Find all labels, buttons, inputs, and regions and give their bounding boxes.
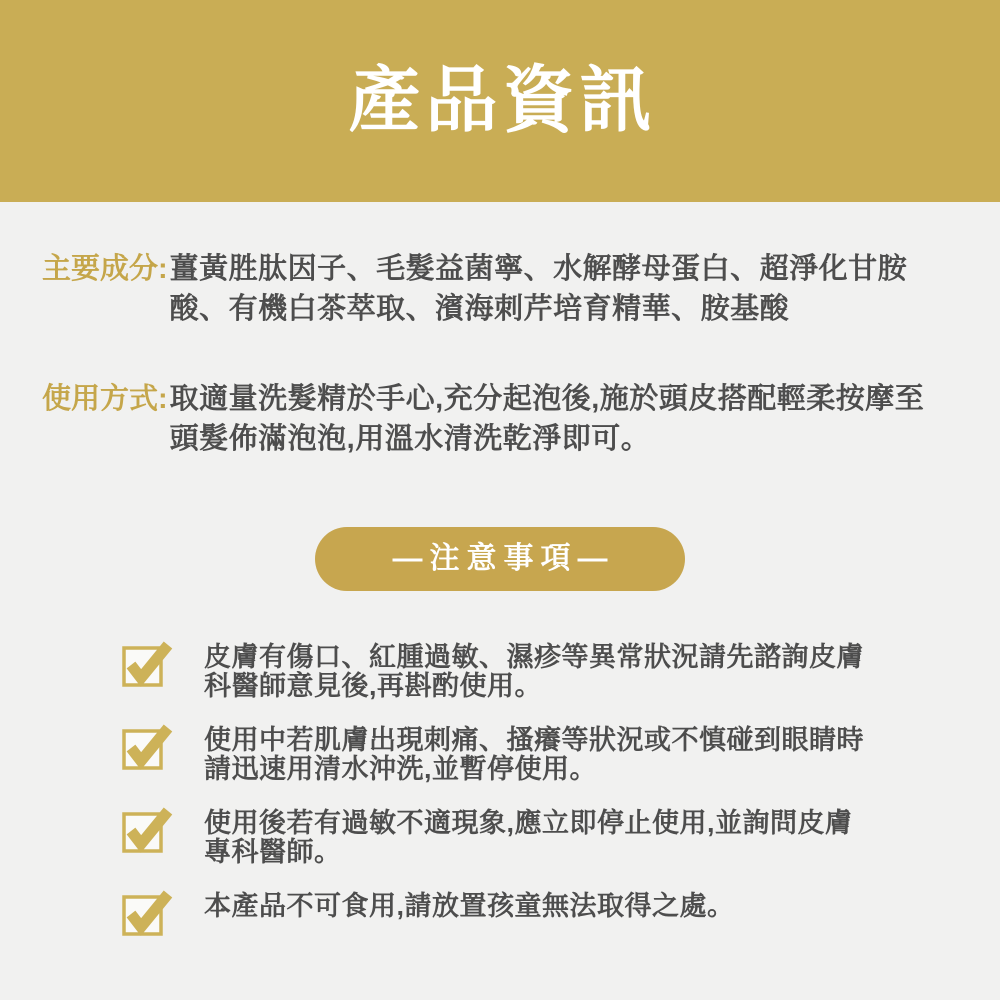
- section-usage-instructions: [42, 379, 958, 459]
- page-title: 產品資訊: [348, 61, 657, 141]
- section-main-ingredients: [42, 249, 958, 329]
- check-item-text: 使用後若有過敏不適現象,應立即停止使用,並詢問皮膚專科醫師。: [204, 808, 853, 867]
- checkbox-checked-icon: [121, 721, 173, 771]
- precautions-badge-label: —注意事項—: [392, 542, 615, 575]
- check-item-text: 使用中若肌膚出現刺痛、搔癢等狀況或不慎碰到眼睛時請迅速用清水沖洗,並暫停使用。: [204, 725, 864, 784]
- check-item: [121, 809, 958, 867]
- usage-text: 取適量洗髮精於手心,充分起泡後,施於頭皮搭配輕柔按摩至頭髮佈滿泡泡,用溫水清洗乾淨即可。: [169, 383, 925, 455]
- check-item: [121, 892, 958, 937]
- checkbox-checked-icon: [121, 638, 173, 688]
- checkbox-checked-icon: [121, 804, 173, 854]
- precautions-badge: [315, 527, 685, 591]
- main-ingredients-label: 主要成分:: [42, 253, 168, 285]
- main-ingredients-text: 薑黃胜肽因子、毛髮益菌寧、水解酵母蛋白、超淨化甘胺酸、有機白茶萃取、濱海刺芹培育精華、胺基酸: [169, 253, 908, 325]
- check-item: [121, 726, 958, 784]
- content-area: [0, 249, 1000, 937]
- check-item: [121, 643, 958, 701]
- usage-label: 使用方式:: [42, 383, 168, 415]
- checkbox-checked-icon: [121, 887, 173, 937]
- check-item-text: 本產品不可食用,請放置孩童無法取得之處。: [204, 891, 735, 921]
- precautions-checklist: [42, 643, 958, 937]
- check-item-text: 皮膚有傷口、紅腫過敏、濕疹等異常狀況請先諮詢皮膚科醫師意見後,再斟酌使用。: [204, 642, 864, 701]
- header-banner: [0, 0, 1000, 202]
